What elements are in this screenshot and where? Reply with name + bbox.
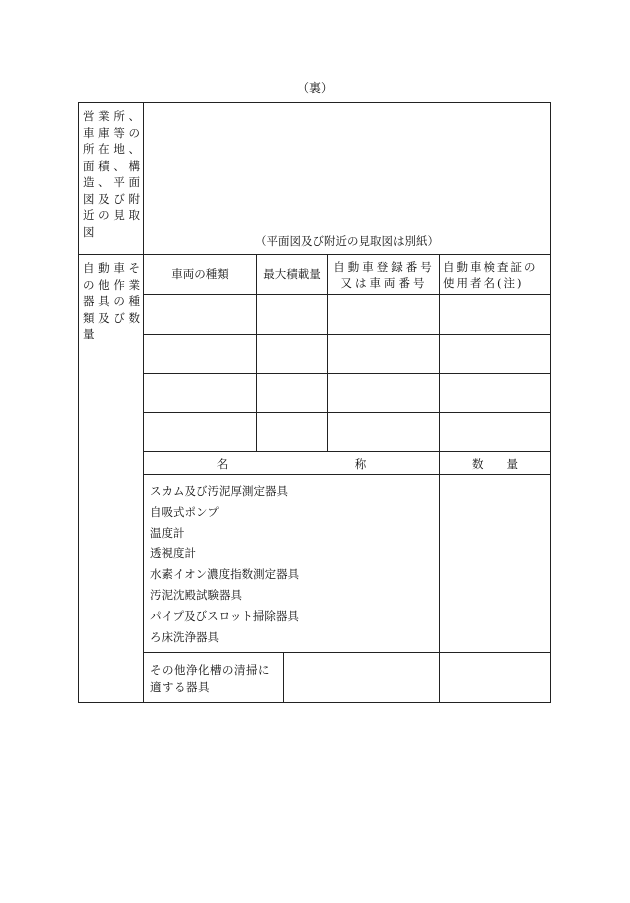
- vehicle-row-divider: [143, 334, 551, 335]
- vehicles-equipment-label: 自動車その他作業器具の種類及び数量: [83, 261, 141, 341]
- other-equipment-qty-field[interactable]: [440, 653, 550, 702]
- list-item: 自吸式ポンプ: [150, 504, 219, 519]
- max-load-header: 最大積載量: [263, 267, 321, 281]
- list-item: 汚泥沈殿試験器具: [150, 587, 242, 602]
- list-item: スカム及び汚泥厚測定器具: [150, 484, 288, 498]
- vehicle-entry-cell[interactable]: [440, 295, 550, 334]
- location-label: 営業所、車庫等の所在地、面積、構造、平面図及び附近の見取図: [83, 109, 141, 239]
- section-divider: [78, 254, 551, 255]
- other-equipment-label: その他浄化槽の清掃に適する器具: [150, 663, 270, 694]
- vehicle-row-divider: [143, 412, 551, 413]
- equipment-name-header: 名 称: [216, 457, 367, 471]
- vehicle-col-divider: [256, 254, 257, 452]
- list-item: パイプ及びスロット掃除器具: [150, 608, 299, 623]
- vehicle-entry-cell[interactable]: [328, 295, 439, 334]
- vehicle-entry-cell[interactable]: [257, 295, 327, 334]
- list-item: ろ床洗浄器具: [150, 629, 219, 644]
- attachment-note: （平面図及び附近の見取図は別紙）: [255, 234, 439, 248]
- table-border-right: [550, 102, 551, 703]
- list-item: 水素イオン濃度指数測定器具: [150, 567, 300, 582]
- other-equipment-name-field[interactable]: [284, 653, 439, 702]
- table-border-left: [78, 102, 79, 703]
- vehicle-row-divider: [143, 373, 551, 374]
- vehicle-entry-cell[interactable]: [144, 295, 256, 334]
- vehicle-col-divider: [327, 254, 328, 452]
- page-heading: （裏）: [296, 81, 333, 95]
- equipment-list: [150, 481, 299, 647]
- list-item: 温度計: [150, 525, 185, 540]
- equipment-qty-field[interactable]: [440, 475, 550, 652]
- vehicle-table-bottom: [143, 451, 551, 452]
- list-item: 透視度計: [150, 546, 196, 561]
- table-border-bottom: [78, 702, 551, 703]
- empty-location-field[interactable]: [144, 103, 550, 231]
- vehicle-type-header: 車両の種類: [171, 267, 229, 281]
- inspection-user-header: 自動車検査証の使用者名(注): [443, 260, 538, 290]
- equipment-qty-header: 数 量: [472, 457, 518, 471]
- registration-number-header: 自動車登録番号又は車両番号: [333, 260, 435, 290]
